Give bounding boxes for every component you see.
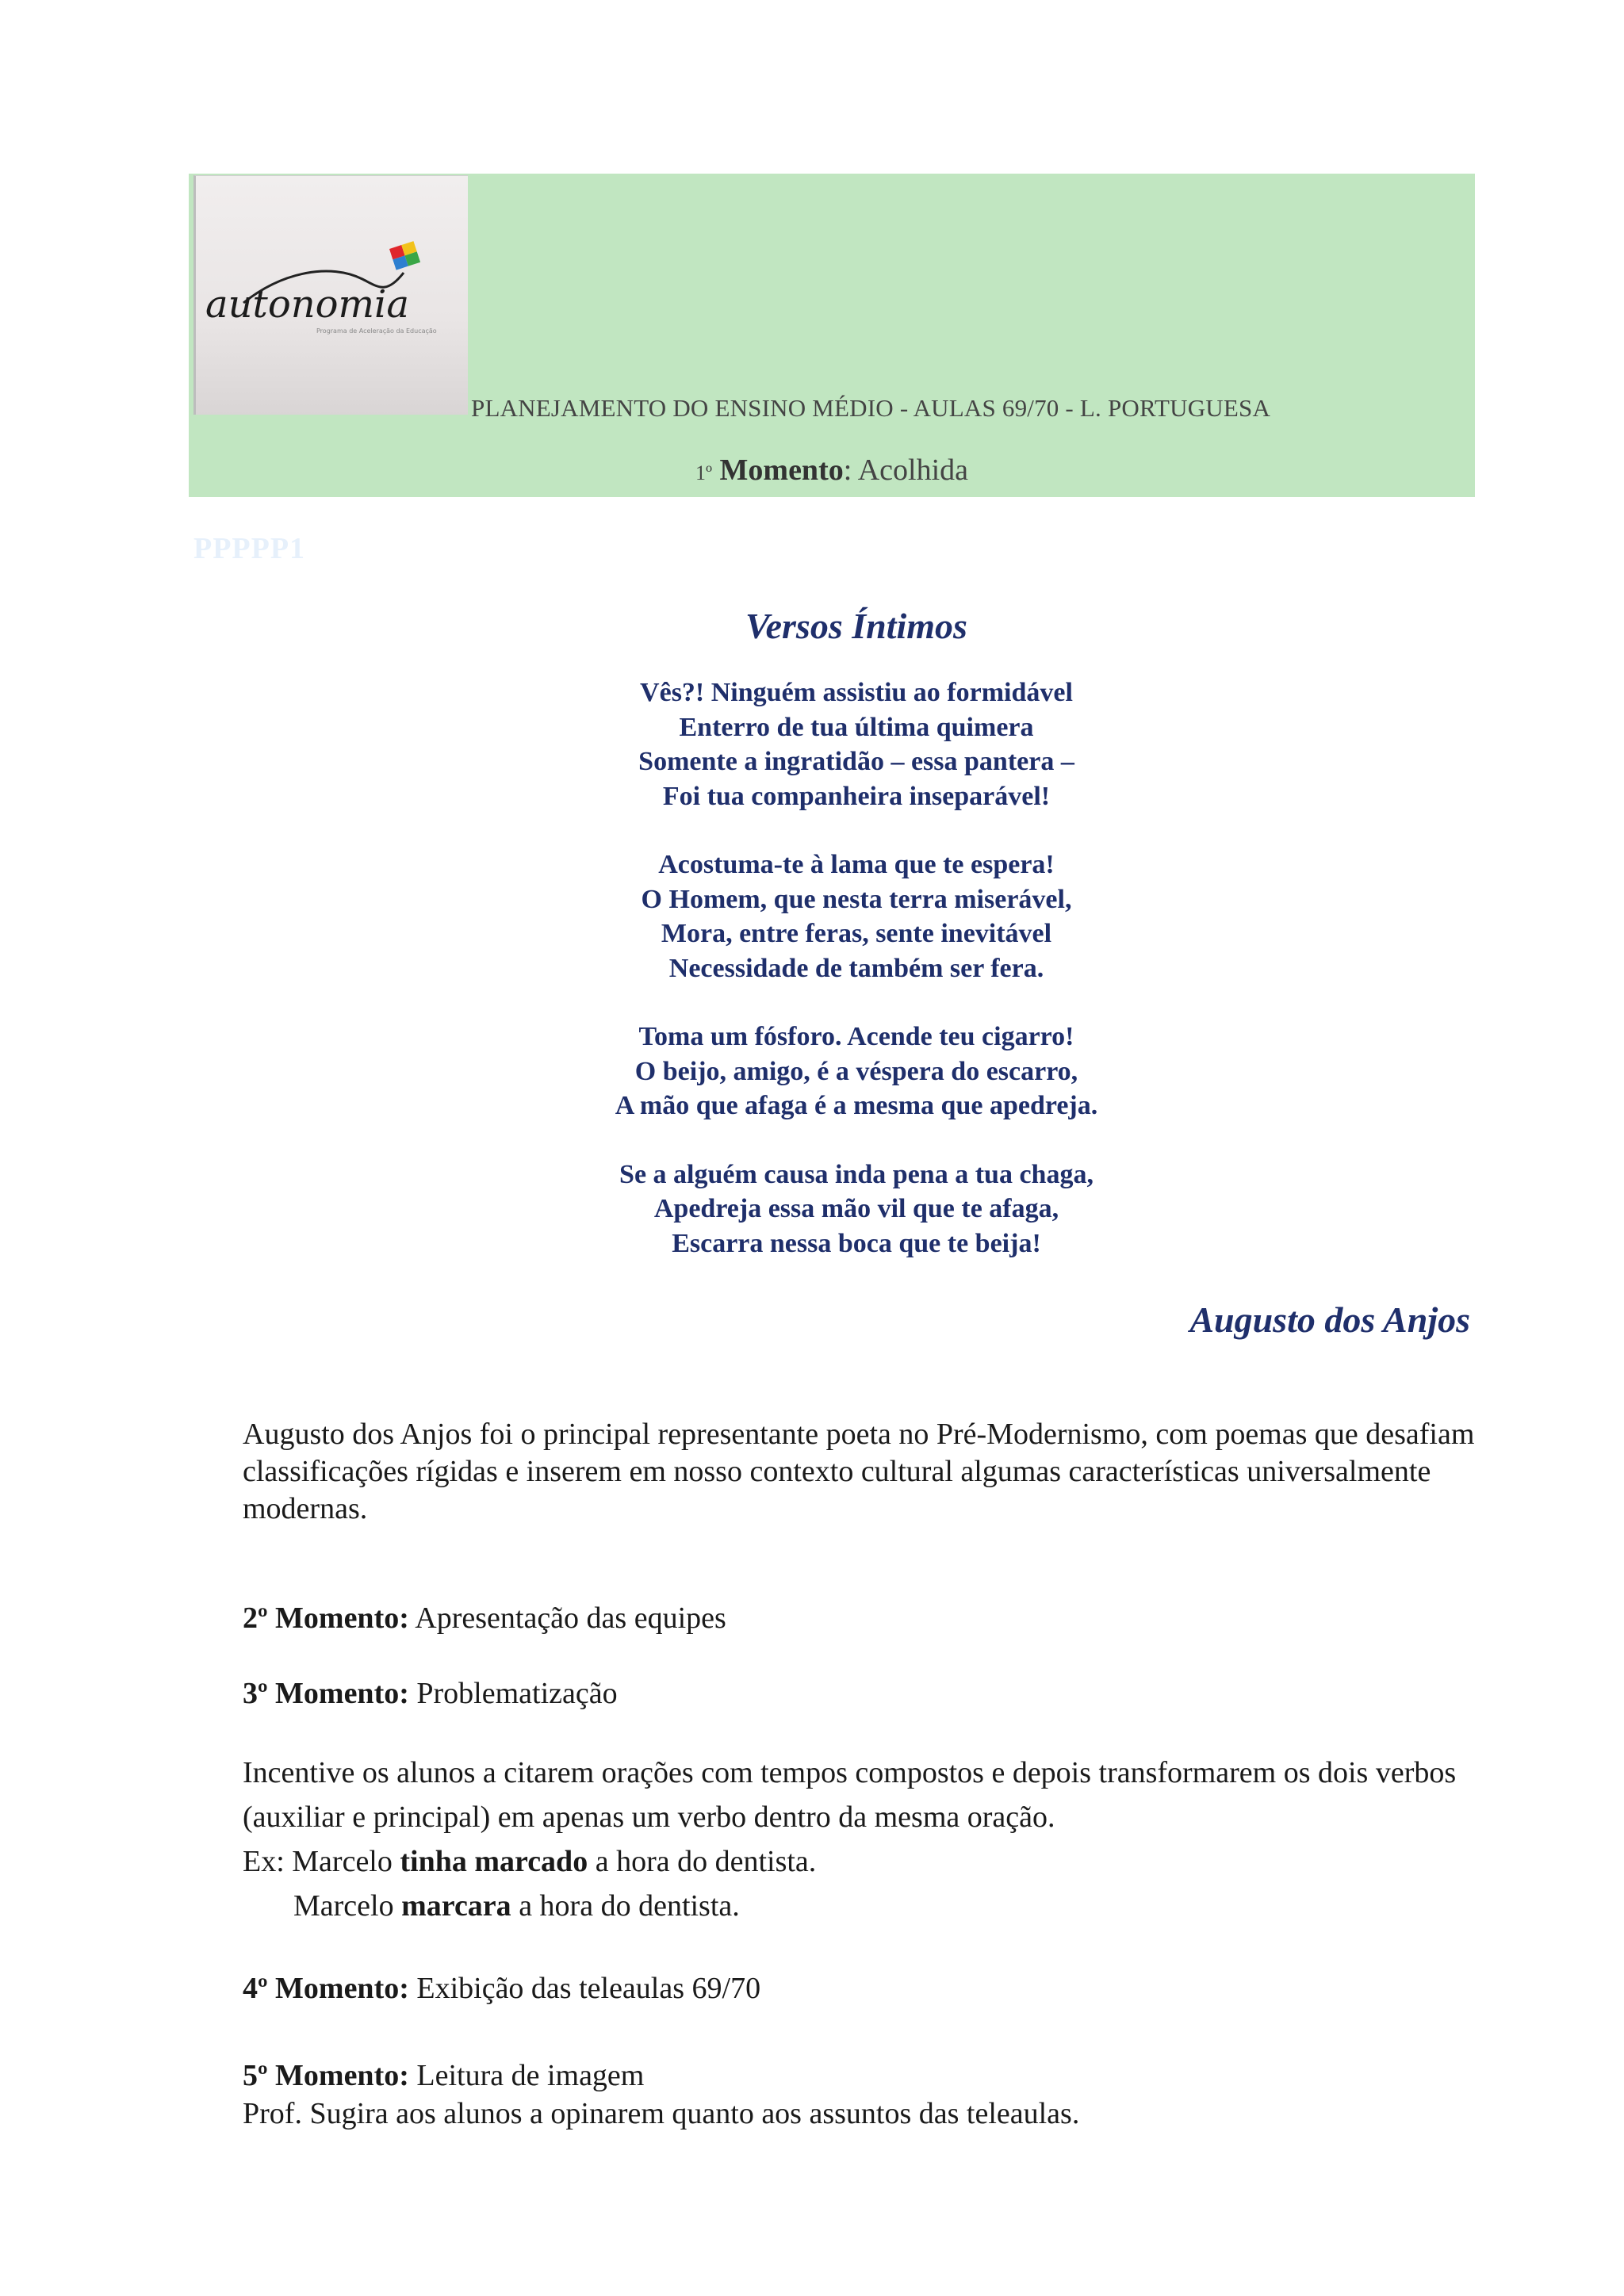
poem-line: A mão que afaga é a mesma que apedreja. [615, 1091, 1098, 1120]
momento-1-number: 1º [695, 461, 713, 484]
poem-line: Enterro de tua última quimera [679, 712, 1034, 742]
poem-stanza [0, 1158, 1624, 1261]
header-band [189, 174, 1475, 497]
momento-1-value: Acolhida [852, 453, 968, 487]
poem-line: O Homem, que nesta terra miserável, [641, 884, 1072, 914]
intro-paragraph: Augusto dos Anjos foi o principal representante poeta no Pré-Modernismo, com poemas que desafiam classificações rígidas e inserem em nosso contexto cultural algumas características universalmente modernas. [243, 1418, 1475, 1525]
momento-5-heading [243, 2057, 1480, 2095]
example-1-suffix: a hora do dentista. [588, 1845, 817, 1878]
document-title: PLANEJAMENTO DO ENSINO MÉDIO - AULAS 69/70 - L. PORTUGUESA [471, 394, 1271, 422]
poem-line: O beijo, amigo, é a véspera do escarro, [634, 1056, 1078, 1086]
momento-4 [243, 1971, 1480, 2006]
poem-stanza [0, 675, 1624, 813]
momento-5-label: 5º Momento: [243, 2059, 409, 2092]
poem-stanza [0, 848, 1624, 985]
incentive-paragraph: Incentive os alunos a citarem orações com tempos compostos e depois transformarem os dois verbos (auxiliar e principal) em apenas um verbo dentro da mesma oração. [243, 1756, 1457, 1834]
logo-graphic [196, 176, 470, 415]
example-line-1 [243, 1839, 1480, 1884]
example-block [243, 1839, 1480, 1928]
momento-3-label: 3º Momento: [243, 1677, 409, 1710]
example-1-bold: tinha marcado [400, 1845, 588, 1878]
poem-line: Necessidade de também ser fera. [668, 953, 1044, 983]
poem-line: Vês?! Ninguém assistiu ao formidável [640, 678, 1073, 707]
poem-line: Se a alguém causa inda pena a tua chaga, [619, 1159, 1094, 1189]
poem-body [0, 675, 1624, 1295]
poem-title: Versos Íntimos [745, 606, 967, 646]
poem-author: Augusto dos Anjos [1189, 1299, 1470, 1340]
poem-line: Toma um fósforo. Acende teu cigarro! [638, 1022, 1074, 1051]
momento-1-separator: : [843, 453, 852, 487]
poem-line: Somente a ingratidão – essa pantera – [638, 747, 1074, 776]
example-2-prefix: Marcelo [293, 1889, 402, 1923]
example-2-bold: marcara [401, 1889, 511, 1923]
momento-2-value: Apresentação das equipes [408, 1601, 726, 1635]
momento-5-note: Prof. Sugira aos alunos a opinarem quanto aos assuntos das teleaulas. [243, 2097, 1080, 2130]
momento-4-label: 4º Momento: [243, 1972, 409, 2005]
momento-2 [243, 1601, 1480, 1636]
momento-5-value: Leitura de imagem [408, 2059, 645, 2092]
faint-marker-text: PPPPP1 [193, 532, 306, 565]
example-line-2 [243, 1884, 1480, 1928]
momento-3 [243, 1676, 1480, 1711]
logo-subtext: Programa de Aceleração da Educação [316, 327, 437, 335]
momento-4-value: Exibição das teleaulas 69/70 [408, 1972, 761, 2005]
poem-line: Escarra nessa boca que te beija! [672, 1228, 1041, 1258]
poem-line: Apedreja essa mão vil que te afaga, [653, 1194, 1059, 1223]
momento-2-label: 2º Momento: [243, 1601, 409, 1635]
momento-1-label: Momento [719, 453, 844, 487]
example-2-suffix: a hora do dentista. [511, 1889, 740, 1923]
poem-line: Mora, entre feras, sente inevitável [661, 919, 1052, 948]
poem-stanza [0, 1020, 1624, 1123]
example-1-prefix: Ex: Marcelo [243, 1845, 400, 1878]
momento-5 [243, 2057, 1480, 2133]
autonomia-logo [193, 175, 468, 415]
logo-wordmark: autonomia [205, 282, 410, 327]
poem-line: Foi tua companheira inseparável! [662, 781, 1051, 811]
poem-line: Acostuma-te à lama que te espera! [658, 850, 1055, 879]
momento-3-value: Problematização [408, 1677, 618, 1710]
momento-1-heading [189, 453, 1475, 488]
